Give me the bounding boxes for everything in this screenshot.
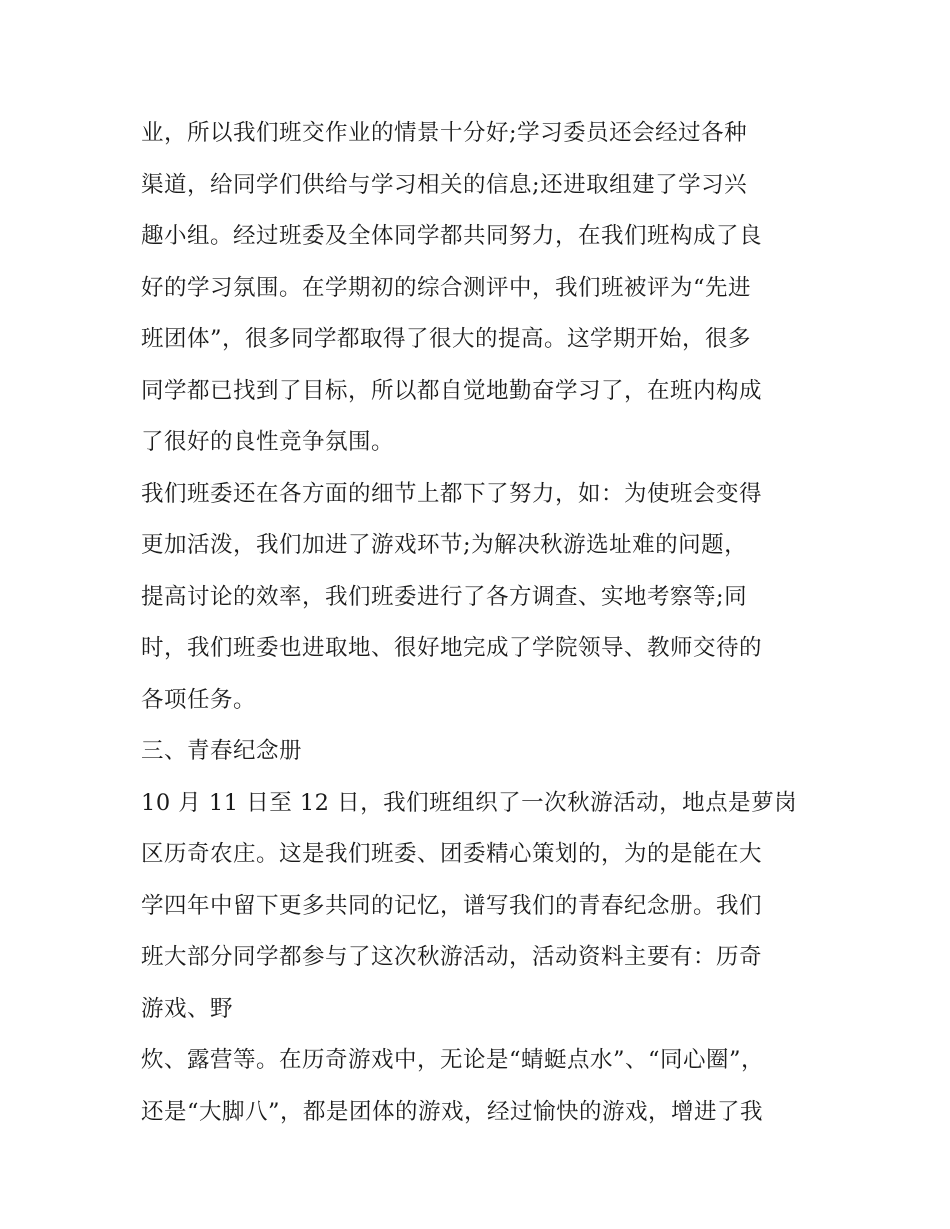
text-line: 10 月 11 日至 12 日，我们班组织了一次秋游活动，地点是萝岗	[141, 789, 798, 816]
text-line: 同学都已找到了目标，所以都自觉地勤奋学习了，在班内构成	[141, 377, 763, 404]
text-line: 好的学习氛围。在学期初的综合测评中，我们班被评为“先进	[141, 274, 752, 301]
text-line: 班团体”，很多同学都取得了很大的提高。这学期开始，很多	[141, 326, 752, 352]
section-heading: 三、青春纪念册	[141, 738, 303, 764]
text-line: 了很好的良性竞争氛围。	[141, 429, 395, 455]
text-line: 区历奇农庄。这是我们班委、团委精心策划的，为的是能在大	[141, 841, 763, 867]
text-line: 我们班委还在各方面的细节上都下了努力，如：为使班会变得	[141, 480, 763, 507]
text-line: 炊、露营等。在历奇游戏中，无论是“蜻蜓点水”、“同心圈”，	[141, 1047, 765, 1073]
text-line: 学四年中留下更多共同的记忆，谱写我们的青春纪念册。我们	[141, 892, 763, 919]
document-body	[141, 108, 821, 1138]
text-line: 业，所以我们班交作业的情景十分好;学习委员还会经过各种	[141, 120, 748, 146]
text-line: 更加活泼，我们加进了游戏环节;为解决秋游选址难的问题，	[141, 532, 748, 558]
text-line: 各项任务。	[141, 686, 257, 713]
text-line: 游戏、野	[141, 995, 234, 1022]
text-line: 趣小组。经过班委及全体同学都共同努力，在我们班构成了良	[141, 223, 763, 249]
text-line: 渠道，给同学们供给与学习相关的信息;还进取组建了学习兴	[141, 171, 748, 198]
text-line: 时，我们班委也进取地、很好地完成了学院领导、教师交待的	[141, 635, 763, 661]
text-line: 提高讨论的效率，我们班委进行了各方调查、实地考察等;同	[141, 583, 748, 610]
text-line: 还是“大脚八”，都是团体的游戏，经过愉快的游戏，增进了我	[141, 1098, 764, 1125]
text-line: 班大部分同学都参与了这次秋游活动，活动资料主要有：历奇	[141, 944, 763, 970]
